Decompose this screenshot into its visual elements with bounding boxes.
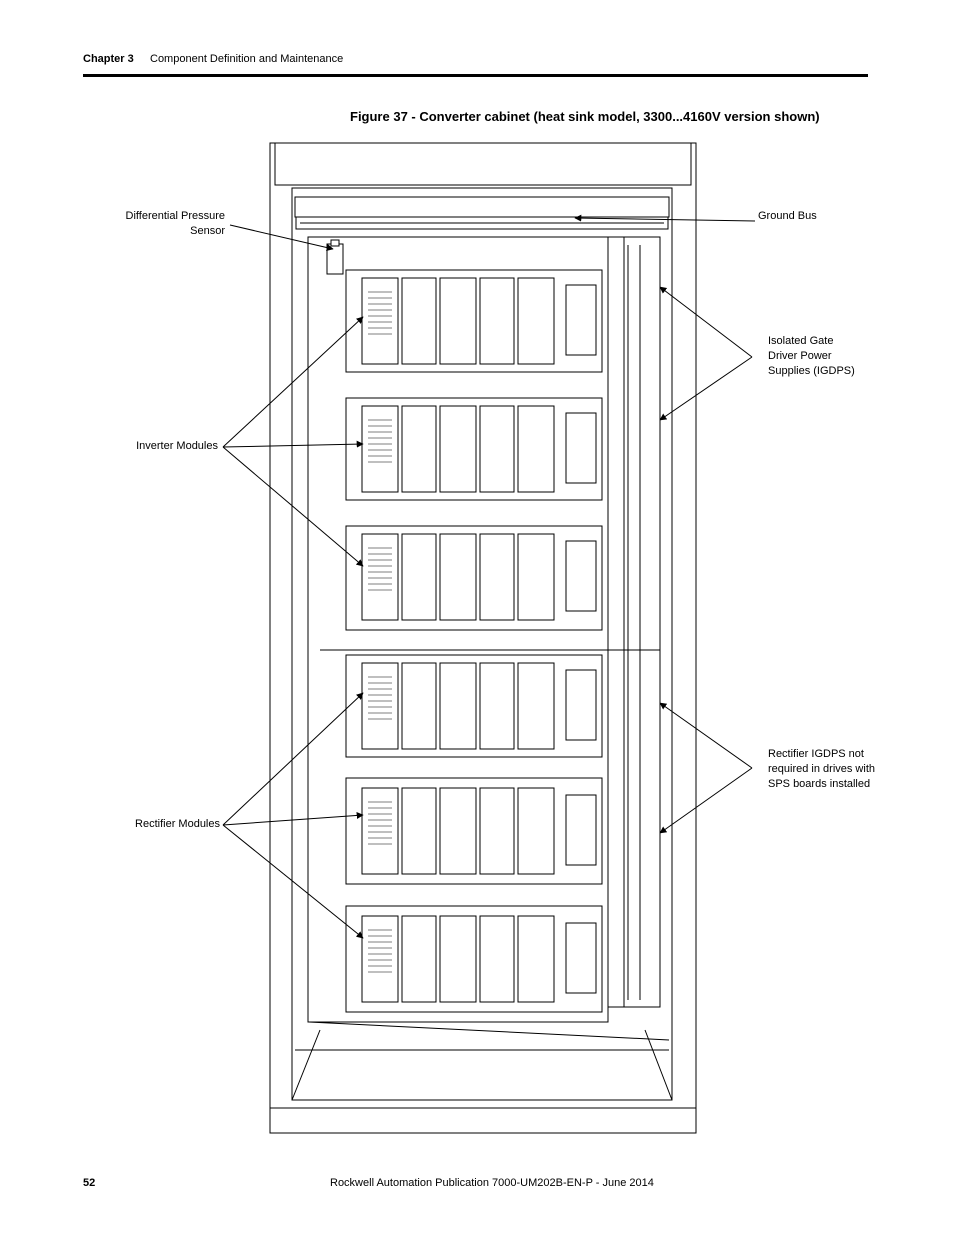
rectifier-module-row-2 xyxy=(346,778,602,884)
rectifier-module-row-3 xyxy=(346,906,602,1012)
differential-pressure-sensor xyxy=(327,240,343,274)
chapter-label: Chapter 3 xyxy=(83,53,134,65)
callout-rectifier-igdps xyxy=(768,747,875,792)
callout-rectifier-modules: Rectifier Modules xyxy=(135,818,220,830)
section-title: Component Definition and Maintenance xyxy=(150,53,344,65)
callout-inverter-modules: Inverter Modules xyxy=(136,440,218,452)
callout-igdps xyxy=(768,334,855,379)
publication-info: Rockwell Automation Publication 7000-UM202B-EN-P - June 2014 xyxy=(330,1177,654,1189)
callout-ground-bus: Ground Bus xyxy=(758,210,817,222)
inverter-module-row-2 xyxy=(346,398,602,500)
callout-dps-line1: Differential Pressure xyxy=(125,210,225,222)
inverter-module-row-1 xyxy=(346,270,602,372)
callout-rigdps-line1: Rectifier IGDPS not xyxy=(768,748,864,760)
page-number: 52 xyxy=(83,1177,96,1189)
callout-rigdps-line3: SPS boards installed xyxy=(768,778,871,790)
callout-dps-line2: Sensor xyxy=(190,225,225,237)
igdps-column xyxy=(608,237,660,1007)
callout-igdps-line3: Supplies (IGDPS) xyxy=(768,365,855,377)
callout-igdps-line1: Isolated Gate xyxy=(768,335,834,347)
callout-igdps-line2: Driver Power xyxy=(768,350,832,362)
figure-title: Figure 37 - Converter cabinet (heat sink model, 3300...4160V version shown) xyxy=(350,109,820,124)
rectifier-module-row-1 xyxy=(346,655,602,757)
callout-rigdps-line2: required in drives with xyxy=(768,763,875,775)
callout-differential-pressure-sensor xyxy=(120,209,225,239)
